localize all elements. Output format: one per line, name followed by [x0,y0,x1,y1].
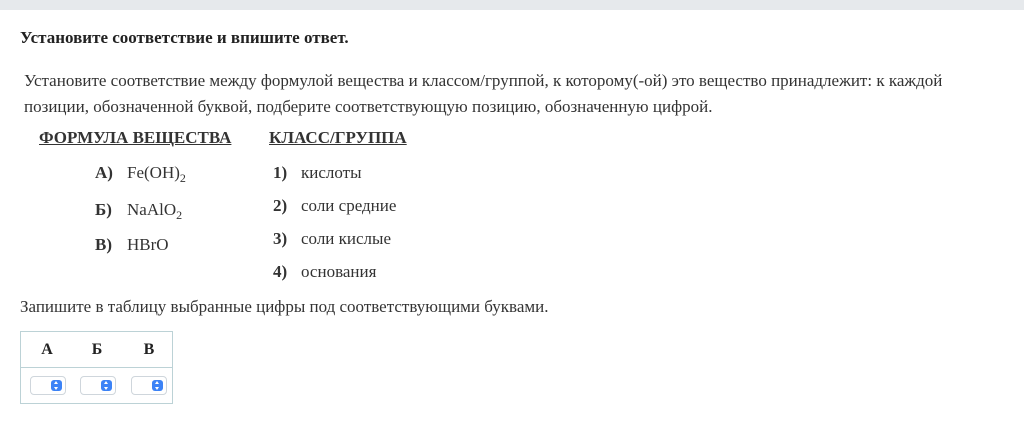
formula-value: $Fe(OH)_2$ [127,163,186,185]
answer-select-a[interactable] [30,376,66,395]
class-label: соли средние [301,196,397,215]
class-key: 4) [273,262,288,281]
formula-item-a [95,163,186,186]
chevron-updown-icon [152,380,163,391]
answer-select-v[interactable] [131,376,167,395]
class-item-3 [273,229,391,249]
class-item-4 [273,262,376,282]
class-key: 3) [273,229,288,248]
formula-item-b [95,200,182,223]
formula-key: Б) [95,200,112,219]
chevron-updown-icon [51,380,62,391]
formula-value: HBrO [127,235,169,254]
answer-header-v: В [143,341,155,358]
formula-value: NaAlO$_2$ [127,200,183,222]
class-label: кислоты [301,163,362,182]
class-item-2 [273,196,396,216]
class-key: 2) [273,196,288,215]
chevron-updown-icon [101,380,112,391]
class-label: соли кислые [301,229,392,248]
task-description: Установите соответствие между формулой вещества и классом/группой, к которому(-ой) это вещество принадлежит: к каждой позиции, обозначенной буквой, подберите соответствующую позицию, обозначенную цифрой. [24,71,943,116]
class-column-header: КЛАСС/ГРУППА [269,128,407,147]
answer-table-header [21,332,172,368]
answer-select-b[interactable] [80,376,116,395]
answer-header-a: А [41,341,53,358]
answer-header-b: Б [91,341,103,358]
class-label: основания [301,262,377,281]
formula-key: А) [95,163,113,182]
task-title: Установите соответствие и впишите ответ. [20,28,349,47]
formula-column-header: ФОРМУЛА ВЕЩЕСТВА [39,128,232,147]
class-key: 1) [273,163,288,182]
formula-item-v [95,235,169,258]
class-item-1 [273,163,362,183]
top-bar [0,0,1024,10]
instruction-text: Запишите в таблицу выбранные цифры под соответствующими буквами. [20,297,549,316]
answer-table [20,331,173,404]
formula-key: В) [95,235,112,254]
